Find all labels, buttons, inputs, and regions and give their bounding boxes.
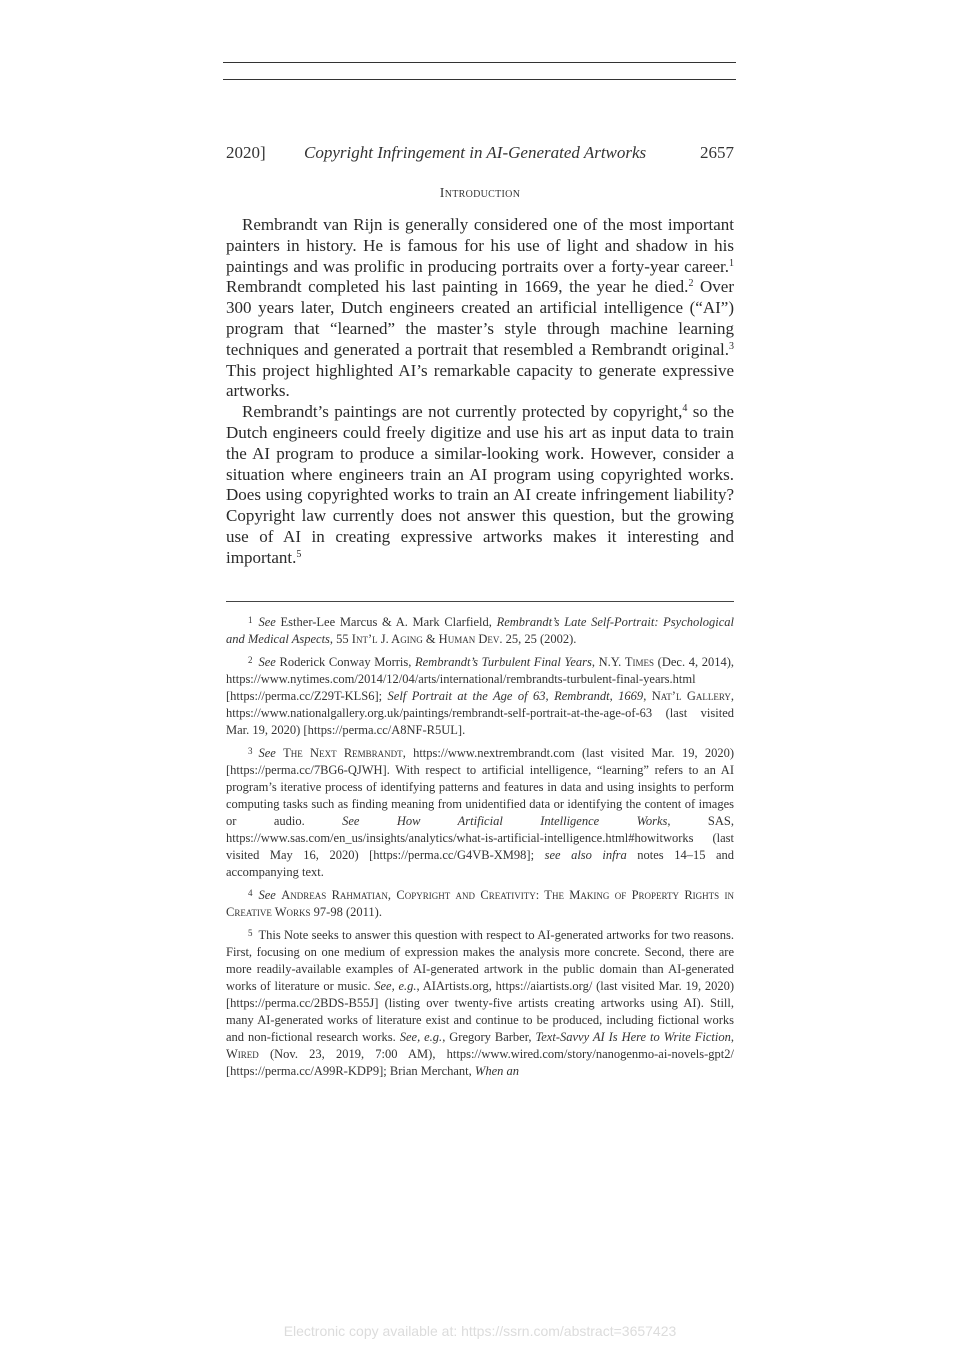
footnote-ref-1[interactable]: 1 — [729, 257, 734, 269]
body-paragraph-2: Rembrandt’s paintings are not currently protected by copyright,$^4$ so the Dutch engineers could freely digitize and use his art as input data to train the AI program to produce a similar-looking work. However, consider a situation where engineers train an AI program using copyrighted works. Does using copyrighted works to train an AI create infringement liability? Copyright law currently does not answer this question, but the growing use of AI in creating expressive artworks makes it interesting and important.$^5$ — [226, 402, 735, 567]
footnote-ref-4[interactable]: 4 — [682, 403, 688, 415]
footnote-3: $^3$ See The Next Rembrandt, https://www.nextrembrandt.com (last visited Mar. 19, 2020) [https://perma.cc/7BG6-QJWH]. With respect to artificial intelligence, “learning” refers to an AI program’s iterative process of identifying patterns and features in data and using insights to perform computing tasks such as finding meaning from unidentified data or identifying the content of images or audio. See How Artificial Intelligence Works, SAS, https://www.sas.com/en_us/insights/analytics/what-is-artificial-intelligence.html#howitworks (last visited May 16, 2020) [https://perma.cc/G4VB-XM98]; see also infra notes 14–15 and accompanying text. — [226, 746, 735, 879]
footnotes — [226, 612, 734, 1084]
footnote-ref-3[interactable]: 3 — [729, 340, 734, 352]
footnote-4: $^4$ See Andreas Rahmatian, Copyright and Creativity: The Making of Property Rights in Creative Works 97-98 (2011). — [226, 888, 734, 919]
footnote-ref-2[interactable]: 2 — [688, 278, 694, 290]
footnote-1: $^1$ See Esther-Lee Marcus & A. Mark Clarfield, Rembrandt’s Late Self-Portrait: Psychological and Medical Aspects, 55 Int’l J. Aging & Human Dev. 25, 25 (2002). — [226, 615, 734, 646]
header-year: 2020] — [226, 143, 266, 162]
body-text — [226, 215, 734, 569]
footnote-ref-5[interactable]: 5 — [296, 548, 302, 560]
top-rule-1 — [223, 62, 736, 63]
ssrn-watermark: Electronic copy available at: https://ssrn.com/abstract=3657423 — [283, 1323, 677, 1339]
top-rule-2 — [223, 79, 736, 80]
body-paragraph-1: Rembrandt van Rijn is generally considered one of the most important painters in history. He is famous for his use of light and shadow in his paintings and was prolific in producing portraits over a forty-year career.$^1$ Rembrandt completed his last painting in 1669, the year he died.$^2$ Over 300 years later, Dutch engineers created an artificial intelligence (“AI”) program that “learned” the master’s style through machine learning techniques and generated a portrait that resembled a Rembrandt original.$^3$ This project highlighted AI’s remarkable capacity to generate expressive artworks. — [226, 215, 735, 401]
footnote-5: $^5$ This Note seeks to answer this question with respect to AI-generated artworks for two reasons. First, focusing on one medium of expression makes the analysis more concrete. Second, there are more readily-available examples of AI-generated artwork in the public domain than AI-generated works of literature or music. See, e.g., AIArtists.org, https://aiartists.org/ (last visited Mar. 19, 2020) [https://perma.cc/2BDS-B55J] (listing over twenty-five artists creating artworks using AI). Still, many AI-generated works of literature exist and continue to be produced, including fictional works and non-fictional research works. See, e.g., Gregory Barber, Text-Savvy AI Is Here to Write Fiction, Wired (Nov. 23, 2019, 7:00 AM), https://www.wired.com/story/nanogenmo-ai-novels-gpt2/ [https://perma.cc/A99R-KDP9]; Brian Merchant, When an — [226, 928, 734, 1078]
footnote-divider — [226, 601, 734, 602]
section-title: Introduction — [439, 186, 521, 201]
footnote-2: $^2$ See Roderick Conway Morris, Rembrandt’s Turbulent Final Years, N.Y. Times (Dec. 4, 2014), https://www.nytimes.com/2014/12/04/arts/international/rembrandts-turbulent-final-years.html [https://perma.cc/Z29T-KLS6]; Self Portrait at the Age of 63, Rembrandt, 1669, Nat’l Gallery, https://www.nationalgallery.org.uk/paintings/rembrandt-self-portrait-at-the-age-of-63 (last visited Mar. 19, 2020) [https://perma.cc/A8NF-R5UL]. — [226, 655, 735, 737]
header-title: Copyright Infringement in AI-Generated Artworks — [304, 143, 647, 162]
page-number: 2657 — [700, 143, 734, 162]
